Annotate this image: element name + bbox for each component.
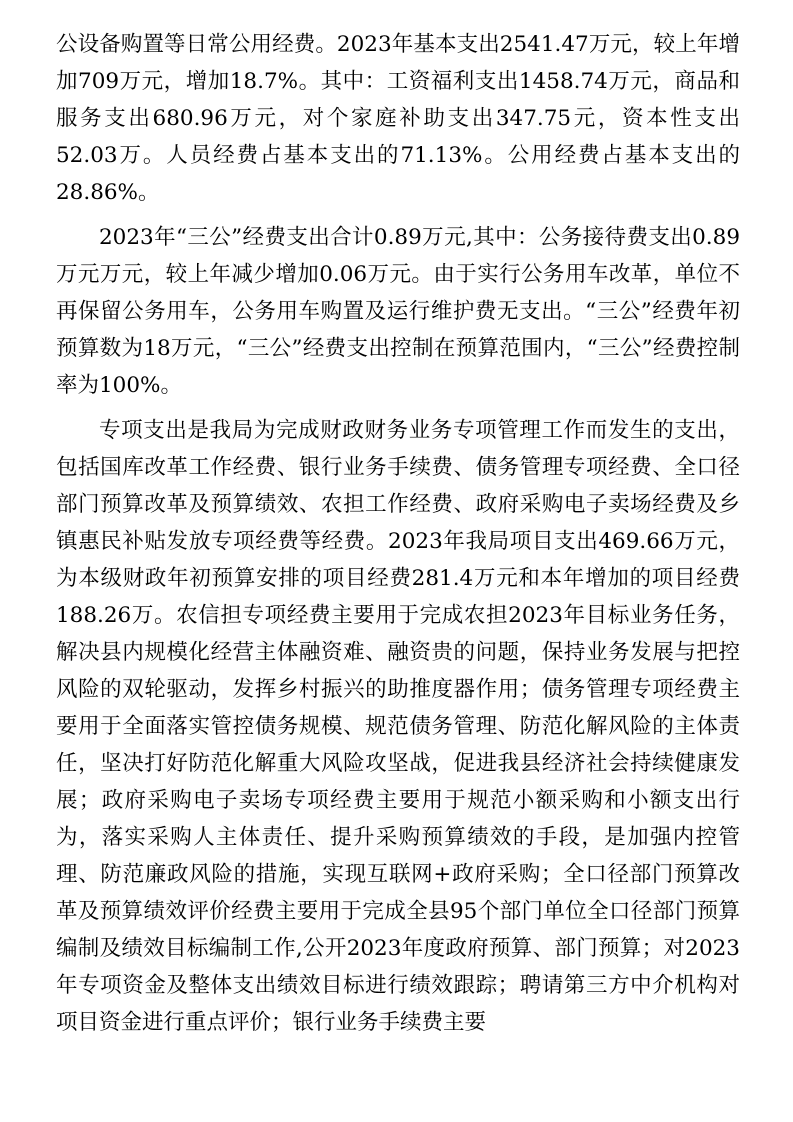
- paragraph-three-public-expenditure: 2023年“三公”经费支出合计0.89万元,其中：公务接待费支出0.89万元万元，较上年减少增加0.06万元。由于实行公务用车改革，单位不再保留公务用车，公务用车购置及运行维护费无支出。“三公”经费年初预算数为18万元，“三公”经费支出控制在预算范围内，“三公”经费控制率为100%。: [56, 225, 740, 398]
- document-page: [56, 26, 740, 1049]
- paragraph-special-expenditure: 专项支出是我局为完成财政财务业务专项管理工作而发生的支出，包括国库改革工作经费、银行业务手续费、债务管理专项经费、全口径部门预算改革及预算绩效、农担工作经费、政府采购电子卖场经费及乡镇惠民补贴发放专项经费等经费。2023年我局项目支出469.66万元，为本级财政年初预算安排的项目经费281.4万元和本年增加的项目经费188.26万。农信担专项经费主要用于完成农担2023年目标业务任务，解决县内规模化经营主体融资难、融资贵的问题，保持业务发展与把控风险的双轮驱动，发挥乡村振兴的助推度器作用；债务管理专项经费主要用于全面落实管控债务规模、规范债务管理、防范化解风险的主体责任，坚决打好防范化解重大风险攻坚战，促进我县经济社会持续健康发展；政府采购电子卖场专项经费主要用于规范小额采购和小额支出行为，落实采购人主体责任、提升采购预算绩效的手段，是加强内控管理、防范廉政风险的措施，实现互联网+政府采购；全口径部门预算改革及预算绩效评价经费主要用于完成全县95个部门单位全口径部门预算编制及绩效目标编制工作,公开2023年度政府预算、部门预算；对2023年专项资金及整体支出绩效目标进行绩效跟踪；聘请第三方中介机构对项目资金进行重点评价；银行业务手续费主要: [56, 418, 740, 1035]
- paragraph-basic-expenditure: 公设备购置等日常公用经费。2023年基本支出2541.47万元，较上年增加709万元，增加18.7%。其中：工资福利支出1458.74万元，商品和服务支出680.96万元，对个家庭补助支出347.75元，资本性支出52.03万。人员经费占基本支出的71.13%。公用经费占基本支出的28.86%。: [56, 32, 740, 205]
